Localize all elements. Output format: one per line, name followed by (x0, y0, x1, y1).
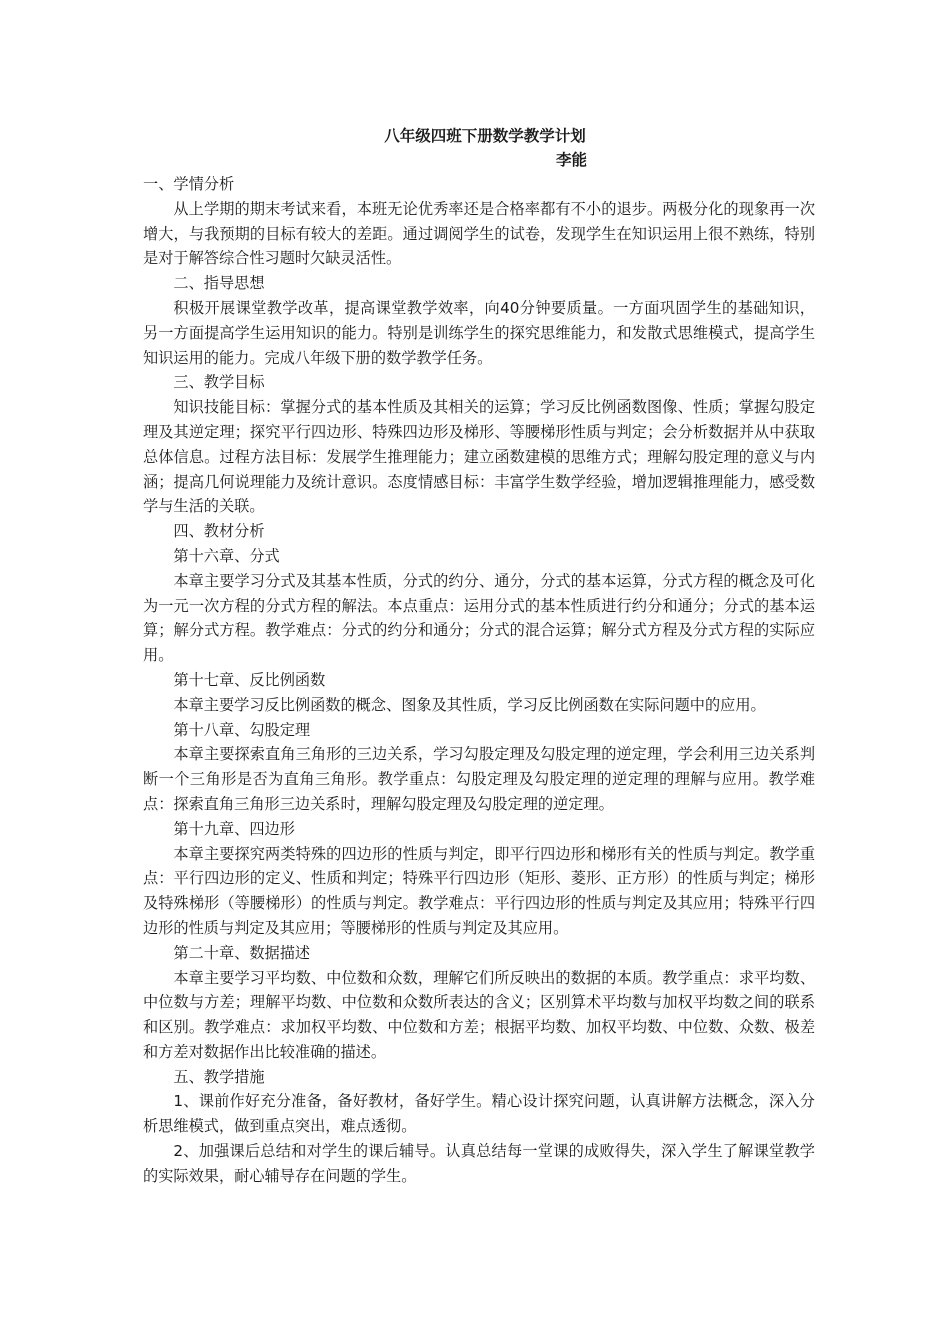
section-heading: 三、教学目标 (173, 373, 265, 392)
chapter-body: 本章主要探索直角三角形的三边关系，学习勾股定理及勾股定理的逆定理，学会利用三边关系判断一个三角形是否为直角三角形。教学重点：勾股定理及勾股定理的逆定理的理解与应用。教学难点：探索直角三角形三边关系时，理解勾股定理及勾股定理的逆定理。 (143, 745, 815, 813)
chapter-heading: 第二十章、数据描述 (173, 943, 311, 962)
section-heading: 五、教学措施 (173, 1067, 265, 1086)
section-heading: 四、教材分析 (173, 522, 265, 541)
section-body: 从上学期的期末考试来看，本班无论优秀率还是合格率都有不小的退步。两极分化的现象再一次增大，与我预期的目标有较大的差距。通过调阅学生的试卷，发现学生在知识运用上很不熟练，特别是对于解答综合性习题时欠缺灵活性。 (143, 199, 815, 268)
document-page (143, 124, 815, 1189)
measure-item: 1、课前作好充分准备，备好教材，备好学生。精心设计探究问题，认真讲解方法概念，深入分析思维模式，做到重点突出，难点透彻。 (143, 1092, 815, 1136)
section-body: 知识技能目标：掌握分式的基本性质及其相关的运算；学习反比例函数图像、性质；掌握勾股定理及其逆定理；探究平行四边形、特殊四边形及梯形、等腰梯形性质与判定；会分析数据并从中获取总体信息。过程方法目标：发展学生推理能力；建立函数建模的思维方式；理解勾股定理的意义与内涵；提高几何说理能力及统计意识。态度情感目标：丰富学生数学经验，增加逻辑推理能力，感受数学与生活的关联。 (143, 398, 815, 516)
document-title: 八年级四班下册数学教学计划 (384, 127, 586, 145)
section-heading: 二、指导思想 (173, 274, 265, 293)
chapter-heading: 第十六章、分式 (173, 546, 280, 565)
chapter-body: 本章主要学习分式及其基本性质，分式的约分、通分，分式的基本运算，分式方程的概念及可化为一元一次方程的分式方程的解法。本点重点：运用分式的基本性质进行约分和通分；分式的基本运算；解分式方程。教学难点：分式的约分和通分；分式的混合运算；解分式方程及分式方程的实际应用。 (143, 571, 815, 665)
chapter-heading: 第十八章、勾股定理 (173, 720, 311, 739)
chapter-body: 本章主要探究两类特殊的四边形的性质与判定，即平行四边形和梯形有关的性质与判定。教学重点：平行四边形的定义、性质和判定；特殊平行四边形（矩形、菱形、正方形）的性质与判定；梯形及特殊梯形（等腰梯形）的性质与判定。教学难点：平行四边形的性质与判定及其应用；特殊平行四边形的性质与判定及其应用；等腰梯形的性质与判定及其应用。 (143, 844, 815, 937)
chapter-heading: 第十七章、反比例函数 (173, 670, 326, 689)
document-author: 李能 (555, 151, 587, 169)
chapter-body: 本章主要学习反比例函数的概念、图象及其性质，学习反比例函数在实际问题中的应用。 (173, 695, 766, 714)
chapter-body: 本章主要学习平均数、中位数和众数，理解它们所反映出的数据的本质。教学重点：求平均数、中位数与方差；理解平均数、中位数和众数所表达的含义；区别算术平均数与加权平均数之间的联系和区别。教学难点：求加权平均数、中位数和方差；根据平均数、加权平均数、中位数、众数、极差和方差对数据作出比较准确的描述。 (143, 968, 815, 1061)
measure-item: 2、加强课后总结和对学生的课后辅导。认真总结每一堂课的成败得失，深入学生了解课堂教学的实际效果，耐心辅导存在问题的学生。 (143, 1142, 815, 1185)
chapter-heading: 第十九章、四边形 (173, 819, 295, 838)
section-heading: 一、学情分析 (143, 175, 235, 193)
section-body: 积极开展课堂教学改革，提高课堂教学效率，向40分钟要质量。一方面巩固学生的基础知识，另一方面提高学生运用知识的能力。特别是训练学生的探究思维能力，和发散式思维模式，提高学生知识运用的能力。完成八年级下册的数学教学任务。 (143, 298, 815, 367)
